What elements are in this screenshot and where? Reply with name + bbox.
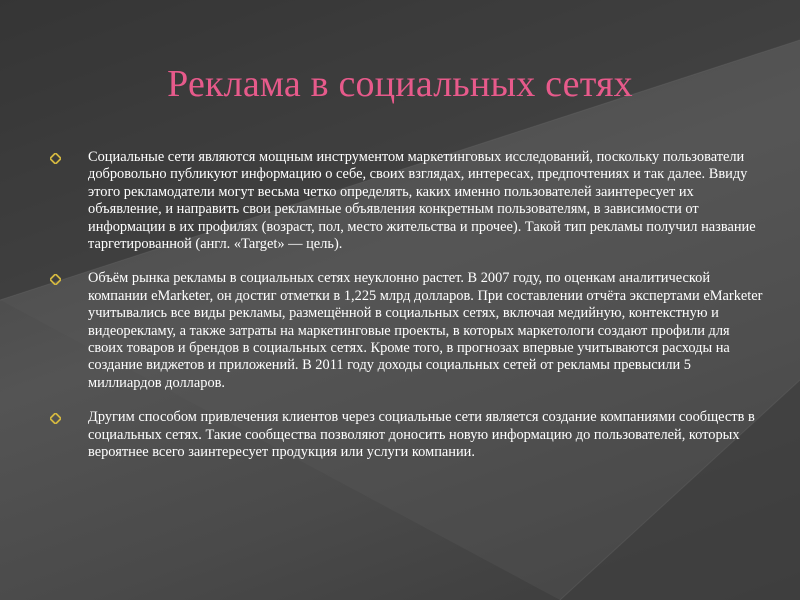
bullet-list [48,149,766,479]
diamond-bullet-icon [50,153,61,164]
diamond-bullet-icon [50,274,61,285]
bullet-item [48,409,766,461]
bullet-item [48,149,766,253]
bullet-text: Объём рынка рекламы в социальных сетях неуклонно растет. В 2007 году, по оценкам аналитической компании eMarketer, он достиг отметки в 1,225 млрд долларов. При составлении отчёта экспертами eMarketer учитывались все виды рекламы, размещённой в социальных сетях, включая медийную, контекстную и видеорекламу, а также затраты на маркетинговые проекты, в которых маркетологи создают профили для своих товаров и брендов в социальных сетях. Кроме того, в прогнозах впервые учитываются расходы на создание виджетов и приложений. В 2011 году доходы социальных сетей от рекламы превысили 5 миллиардов долларов. [88,270,763,391]
slide-title: Реклама в социальных сетях [167,63,633,105]
bullet-item [48,270,766,392]
bullet-text: Другим способом привлечения клиентов через социальные сети является создание компаниями сообществ в социальных сетях. Такие сообщества позволяют доносить новую информацию до пользователей, которых вероятнее всего заинтересует продукция или услуги компании. [88,409,755,461]
bullet-text: Социальные сети являются мощным инструментом маркетинговых исследований, поскольку пользователи добровольно публикуют информацию о себе, своих взглядах, интересах, предпочтениях и так далее. Ввиду этого рекламодатели могут весьма четко определять, каких именно пользователей заинтересует их объявление, и направить свои рекламные объявления конкретным пользователям, в зависимости от информации в их профилях (возраст, пол, место жительства и прочее). Такой тип рекламы получил название таргетированной (англ. «Target» — цель). [88,149,756,253]
diamond-bullet-icon [50,413,61,424]
